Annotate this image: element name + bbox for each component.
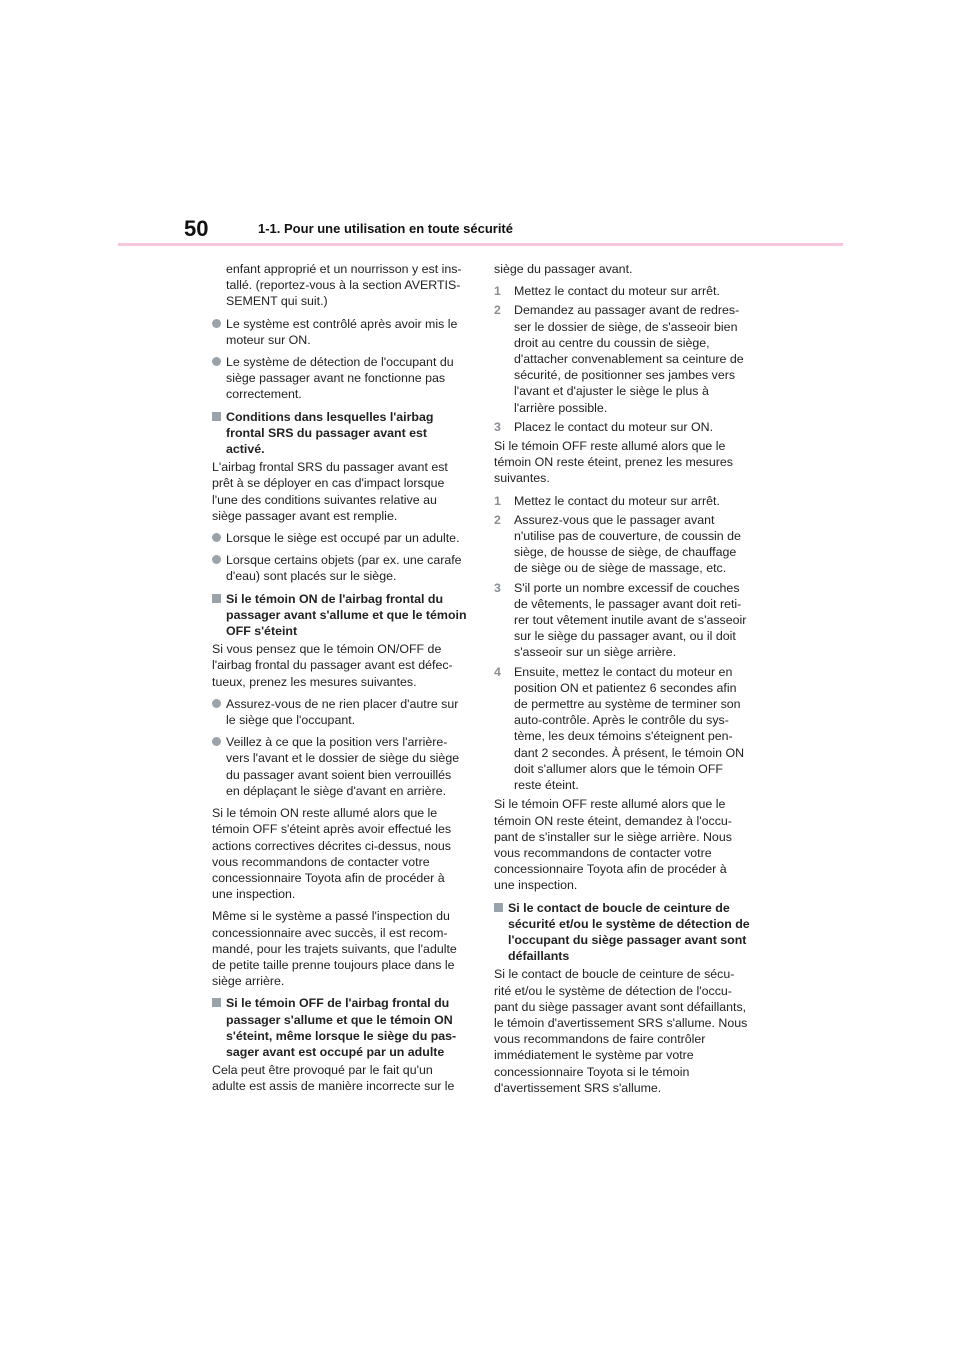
step-text: S'il porte un nombre excessif de couches de vêtements, le passager avant doit reti-rer tout vêtement inutile avant de s'asseoir sur le siège du passager avant, ou il doit s'asseoir sur un siège arrière. <box>514 580 747 660</box>
section-heading <box>494 900 750 965</box>
left-intro: enfant approprié et un nourrisson y est ins-tallé. (reportez-vous à la section AVERTIS-SEMENT qui suit.) <box>226 262 462 309</box>
left-column <box>212 261 468 1101</box>
step-text: Mettez le contact du moteur sur arrêt. <box>514 284 720 299</box>
bullet-text: Lorsque le siège est occupé par un adulte. <box>226 531 460 546</box>
step-number: 3 <box>494 580 501 595</box>
section-title: 1-1. Pour une utilisation en toute sécurité <box>258 221 513 236</box>
right-column <box>494 261 750 1102</box>
heading-text: Si le témoin ON de l'airbag frontal du passager avant s'allume et que le témoin OFF s'éteint <box>226 591 467 639</box>
bullet-icon <box>212 319 221 328</box>
heading-text: Si le contact de boucle de ceinture de sécurité et/ou le système de détection de l'occupant du siège passager avant sont défaillants <box>508 900 750 964</box>
step-item <box>494 512 750 577</box>
step-number: 2 <box>494 303 501 318</box>
bullet-text: Le système de détection de l'occupant du siège passager avant ne fonctionne pas correctement. <box>226 355 454 402</box>
paragraph: Si le contact de boucle de ceinture de sécu-rité et/ou le système de détection de l'occu-pant du siège passager avant sont défaillants, le témoin d'avertissement SRS s'allume. Nous vous recommandons de faire contrôler immédiatement le système par votre concessionnaire Toyota si le témoin d'avertissement SRS s'allume. <box>494 967 748 1095</box>
heading-text: Conditions dans lesquelles l'airbag frontal SRS du passager avant est activé. <box>226 409 434 457</box>
step-item <box>494 419 750 435</box>
step-text: Assurez-vous que le passager avant n'utilise pas de couverture, de coussin de siège, de housse de siège, de chauffage de siège ou de siège de massage, etc. <box>514 512 741 576</box>
list-item <box>212 530 468 546</box>
paragraph: Même si le système a passé l'inspection du concessionnaire avec succès, il est recom-mandé, pour les trajets suivants, que l'adulte de petite taille prenne toujours place dans le siège arrière. <box>212 909 457 989</box>
bullet-icon <box>212 737 221 746</box>
step-item <box>494 580 750 661</box>
step-number: 4 <box>494 664 501 679</box>
step-item <box>494 283 750 299</box>
step-number: 3 <box>494 419 501 434</box>
bullet-text: Assurez-vous de ne rien placer d'autre sur le siège que l'occupant. <box>226 696 459 728</box>
list-item <box>212 696 468 728</box>
bullet-icon <box>212 555 221 564</box>
step-text: Mettez le contact du moteur sur arrêt. <box>514 493 720 508</box>
bullet-text: Le système est contrôlé après avoir mis le moteur sur ON. <box>226 316 458 347</box>
step-item <box>494 493 750 509</box>
paragraph: Cela peut être provoqué par le fait qu'un adulte est assis de manière incorrecte sur le <box>212 1063 455 1094</box>
section-heading <box>212 995 468 1060</box>
step-item <box>494 302 750 415</box>
bullet-text: Veillez à ce que la position vers l'arrière-vers l'avant et le dossier de siège du siège du passager avant soient bien verrouillés en déplaçant le siège d'avant en arrière. <box>226 735 460 798</box>
step-text: Demandez au passager avant de redres-ser le dossier de siège, de s'asseoir bien droit au centre du coussin de siège, d'attacher convenablement sa ceinture de sécurité, de positionner ses jambes vers l'avant et d'ajuster le siège le plus à l'arrière possible. <box>514 303 744 415</box>
step-item <box>494 664 750 794</box>
list-item <box>212 552 468 584</box>
bullet-icon <box>212 533 221 542</box>
paragraph: L'airbag frontal SRS du passager avant est prêt à se déployer en cas d'impact lorsque l'une des conditions suivantes relative au siège passager avant est remplie. <box>212 460 448 523</box>
section-heading <box>212 409 468 458</box>
square-bullet-icon <box>212 594 221 603</box>
paragraph: Si le témoin OFF reste allumé alors que le témoin ON reste éteint, demandez à l'occu-pant de s'installer sur le siège arrière. Nous vous recommandons de contacter votre concessionnaire Toyota afin de procéder à une inspection. <box>494 797 732 893</box>
list-item <box>212 316 468 348</box>
list-item <box>212 354 468 403</box>
bullet-text: Lorsque certains objets (par ex. une carafe d'eau) sont placés sur le siège. <box>226 553 462 584</box>
bullet-icon <box>212 699 221 708</box>
paragraph: Si le témoin ON reste allumé alors que le témoin OFF s'éteint après avoir effectué les actions correctives décrites ci-dessus, nous vous recommandons de contacter votre concessionnaire Toyota afin de procéder à une inspection. <box>212 806 452 902</box>
step-text: Placez le contact du moteur sur ON. <box>514 419 714 434</box>
page-number: 50 <box>184 216 209 241</box>
section-heading <box>212 591 468 640</box>
square-bullet-icon <box>212 412 221 421</box>
list-item <box>212 734 468 799</box>
paragraph: Si vous pensez que le témoin ON/OFF de l'airbag frontal du passager avant est défec-tueux, prenez les mesures suivantes. <box>212 642 453 689</box>
step-text: Ensuite, mettez le contact du moteur en position ON et patientez 6 secondes afin de permettre au système de terminer son auto-contrôle. Après le contrôle du sys-tème, les deux témoins s'éteignent pen-dant 2 secondes. À présent, le témoin ON doit s'allumer alors que le témoin OFF reste éteint. <box>514 664 745 793</box>
square-bullet-icon <box>494 903 503 912</box>
square-bullet-icon <box>212 998 221 1007</box>
heading-text: Si le témoin OFF de l'airbag frontal du passager s'allume et que le témoin ON s'éteint, même lorsque le siège du pas-sager avant est occupé par un adulte <box>226 996 457 1059</box>
step-number: 2 <box>494 512 501 527</box>
bullet-icon <box>212 357 221 366</box>
step-number: 1 <box>494 284 501 299</box>
step-number: 1 <box>494 493 501 508</box>
right-intro: siège du passager avant. <box>494 262 633 276</box>
header-rule <box>118 243 843 246</box>
paragraph: Si le témoin OFF reste allumé alors que le témoin ON reste éteint, prenez les mesures suivantes. <box>494 439 733 486</box>
